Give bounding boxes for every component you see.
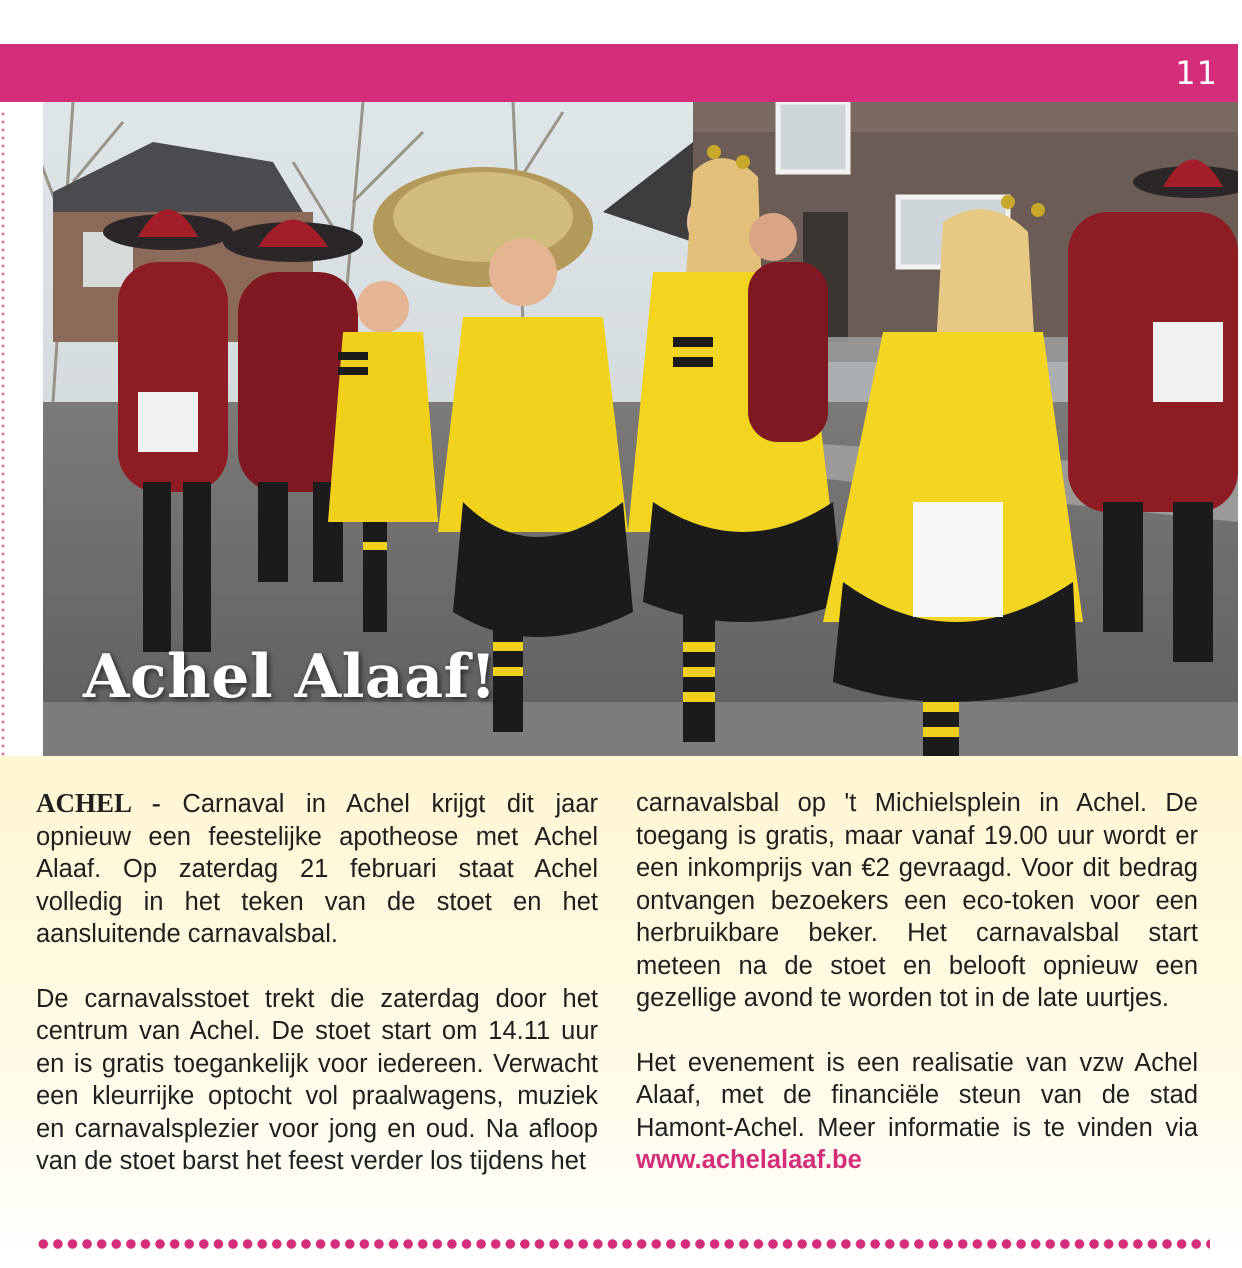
paragraph-1-text: Carnaval in Achel krijgt dit jaar opnieuw een feestelijke apotheose met Achel Alaaf. Op zaterdag 21 februari staat Achel volledig in het teken van de stoet en het aansluitende carnavalsbal.	[36, 790, 598, 948]
bottom-dotted-divider	[36, 1237, 1210, 1251]
photo-title: Achel Alaaf!	[83, 642, 497, 712]
article-paragraph-2	[36, 983, 598, 1178]
top-margin	[0, 0, 1242, 44]
paragraph-3-text: Het evenement is een realisatie van vzw Achel Alaaf, met de financiële steun van de stad Hamont-Achel. Meer informatie is te vinden via	[636, 1048, 1198, 1142]
article-paragraph-3	[636, 1047, 1198, 1177]
article-paragraph-2-continued: carnavalsbal op 't Michielsplein in Achel. De toegang is gratis, maar vanaf 19.00 uur wordt er een inkomprijs van €2 gevraagd. Voor dit bedrag ontvangen bezoekers een eco-token voor een herbruikbare beker. Het carnavalsbal start meteen na de stoet en belooft opnieuw een gezellige avond te worden tot in de late uurtjes.	[636, 789, 1198, 1012]
article-column-right	[636, 787, 1198, 1209]
website-link[interactable]: www.achelalaaf.be	[636, 1146, 862, 1174]
paragraph-2-text: De carnavalsstoet trekt die zaterdag door het centrum van Achel. De stoet start om 14.11 uur en is gratis toegankelijk voor iedereen. Verwacht een kleurrijke optocht vol praalwagens, muziek en carnavalsplezier voor jong en oud. Na afloop van de stoet barst het feest verder los tijdens het	[36, 984, 598, 1175]
article-paragraph-1	[36, 787, 598, 951]
carnival-photo	[43, 102, 1238, 756]
lead-location: ACHEL -	[36, 788, 161, 818]
page-number: 11	[1175, 54, 1218, 92]
article-body	[0, 756, 1242, 1268]
article-column-left	[36, 787, 598, 1210]
header-bar	[0, 44, 1238, 102]
